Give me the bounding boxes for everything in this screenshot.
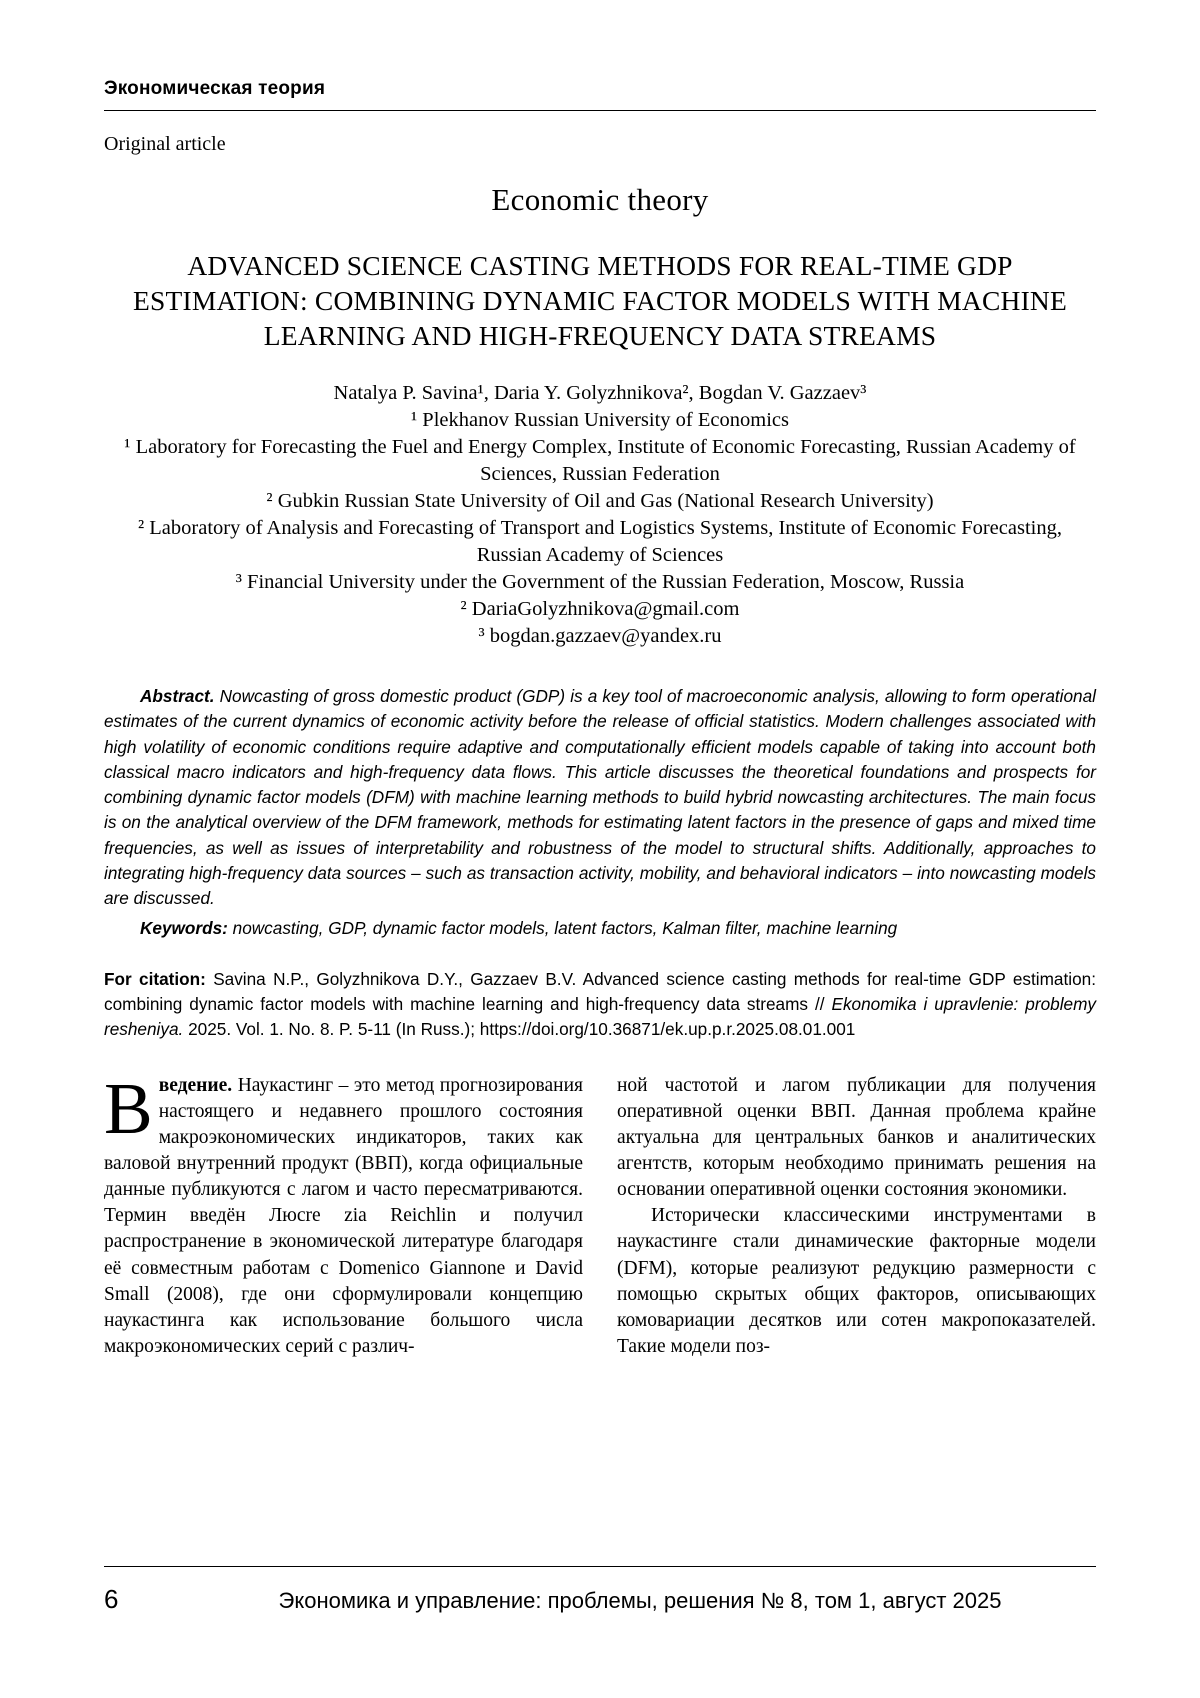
- header-rule: [104, 110, 1096, 111]
- citation-block: [104, 967, 1096, 1043]
- body-paragraph: [104, 1067, 583, 1360]
- citation-label: For citation:: [104, 968, 206, 989]
- run-in-heading: ведение.: [158, 1074, 233, 1096]
- citation-part2: 2025. Vol. 1. No. 8. P. 5-11 (In Russ.); https://doi.org/10.36871/ek.up.p.r.2025.08.01.001: [183, 1019, 856, 1040]
- affiliation-2: ¹ Laboratory for Forecasting the Fuel and Energy Complex, Institute of Economic Forecasting, Russian Academy of Sciences, Russian Federation: [124, 435, 1076, 485]
- body-paragraph: Исторически классическими инструментами в наукастинге стали динамические факторные модели (DFM), которые реализуют редукцию размерности с помощью скрытых общих факторов, описывающих комовариации десятков или сотен макропоказателей. Такие модели поз-: [617, 1205, 1096, 1357]
- column-right: [617, 1073, 1096, 1360]
- page-title: ADVANCED SCIENCE CASTING METHODS FOR REAL-TIME GDP ESTIMATION: COMBINING DYNAMIC FACTOR MODELS WITH MACHINE LEARNING AND HIGH-FREQUENCY DATA STREAMS: [133, 250, 1067, 352]
- running-head: Экономическая теория: [104, 78, 326, 99]
- affiliation-1: ¹ Plekhanov Russian University of Economics: [411, 408, 789, 431]
- section-title: Economic theory: [491, 182, 709, 217]
- citation-journal: Ekonomika i upravlenie: problemy resheniya.: [104, 994, 1096, 1040]
- footer-journal-line: Экономика и управление: проблемы, решения № 8, том 1, август 2025: [278, 1588, 1002, 1613]
- email-1[interactable]: ² DariaGolyzhnikova@gmail.com: [460, 597, 740, 620]
- keywords-label: Keywords:: [140, 917, 228, 938]
- abstract-text: Nowcasting of gross domestic product (GDP) is a key tool of macroeconomic analysis, allowing to form operational estimates of the current dynamics of economic activity before the release of official statistics. Modern challenges associated with high volatility of economic conditions require adaptive and computationally efficient models capable of taking into account both classical macro indicators and high-frequency data flows. This article discusses the theoretical foundations and prospects for combining dynamic factor models (DFM) with machine learning methods to build hybrid nowcasting architectures. The main focus is on the analytical overview of the DFM framework, methods for estimating latent factors in the presence of gaps and mixed time frequencies, as well as issues of interpretability and robustness of the model to structural shifts. Additionally, approaches to integrating high-frequency data sources – such as transaction activity, mobility, and behavioral indicators – into nowcasting models are discussed.: [104, 686, 1096, 909]
- email-2[interactable]: ³ bogdan.gazzaev@yandex.ru: [478, 624, 722, 647]
- body-paragraph: ной частотой и лагом публикации для получения оперативной оценки ВВП. Данная проблема крайне актуальна для центральных банков и аналитических агентств, которым необходимо принимать решения на основании оперативной оценки состояния экономики.: [617, 1074, 1096, 1201]
- abstract-label: Abstract.: [140, 686, 215, 707]
- abstract-paragraph: [104, 684, 1096, 912]
- citation-part1: Savina N.P., Golyzhnikova D.Y., Gazzaev B.V. Advanced science casting methods for real-time GDP estimation: combining dynamic factor models with machine learning and high-frequency data streams //: [104, 968, 1096, 1015]
- authors-affiliations: [104, 380, 1096, 650]
- page-number: 6: [104, 1584, 119, 1614]
- article-type: Original article: [104, 133, 226, 155]
- affiliation-5: ³ Financial University under the Government of the Russian Federation, Moscow, Russia: [235, 570, 965, 593]
- keywords-text: nowcasting, GDP, dynamic factor models, latent factors, Kalman filter, machine learning: [232, 917, 898, 938]
- author-list: Natalya P. Savina¹, Daria Y. Golyzhnikova², Bogdan V. Gazzaev³: [333, 381, 867, 404]
- column-left: [104, 1067, 583, 1360]
- affiliation-3: ² Gubkin Russian State University of Oil and Gas (National Research University): [266, 489, 934, 512]
- drop-cap: В: [104, 1067, 153, 1149]
- abstract-block: [104, 684, 1096, 912]
- body-columns: [104, 1067, 1096, 1360]
- body-text: Наукастинг – это метод прогнозирования настоящего и недавнего прошлого состояния макроэкономических индикаторов, таких как валовой внутренний продукт (ВВП), когда официальные данные публикуются с лагом и часто пересматриваются. Термин введён Люсre zia Reichlin и получил распространение в экономической литературе благодаря её совместным работам с Domenico Giannone и David Small (2008), где они сформулировали концепцию наукастинга как использование большого числа макроэкономических серий с различ-: [104, 1074, 583, 1357]
- page-footer: [104, 1584, 1096, 1615]
- keywords-block: [104, 916, 1096, 941]
- affiliation-4: ² Laboratory of Analysis and Forecasting of Transport and Logistics Systems, Institute of Economic Forecasting, Russian Academy of Sciences: [138, 516, 1062, 566]
- footer-rule: [104, 1566, 1096, 1567]
